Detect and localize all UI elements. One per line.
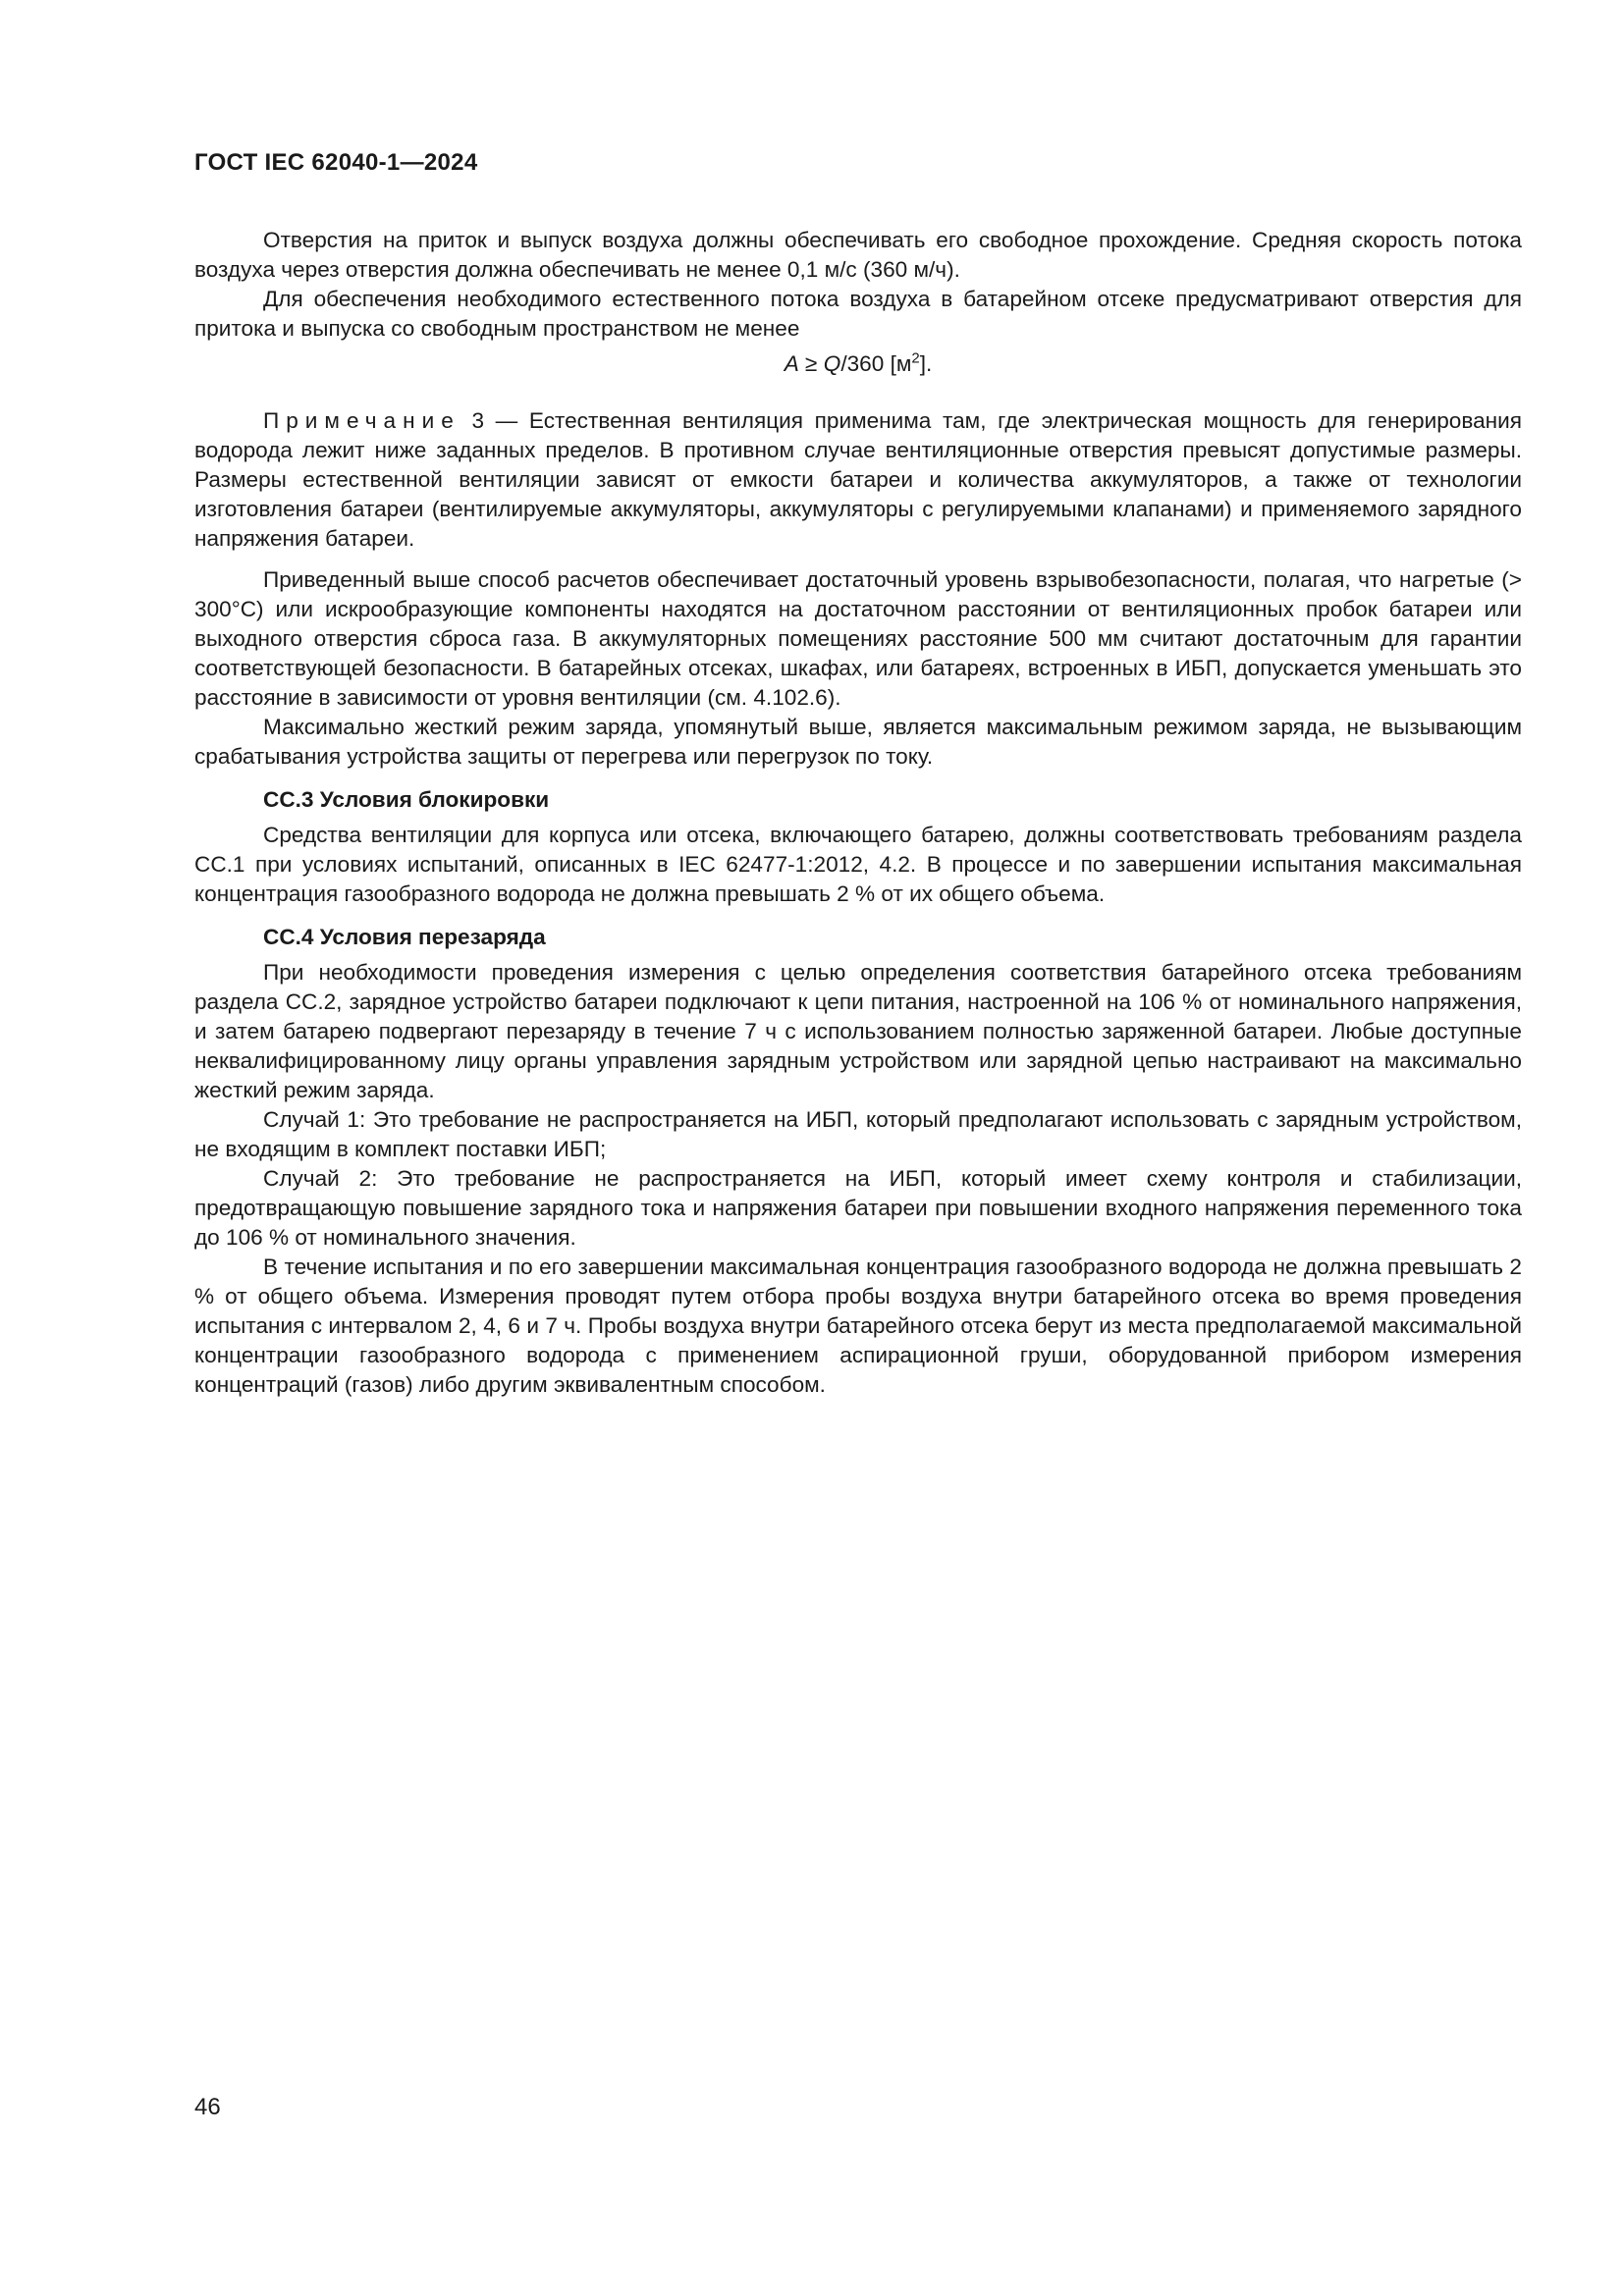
- formula-exponent: 2: [911, 349, 920, 367]
- page-number: 46: [194, 2094, 221, 2120]
- document-body: [194, 226, 1522, 1400]
- paragraph-cc4-case2: Случай 2: Это требование не распространяется на ИБП, который имеет схему контроля и стабилизации, предотвращающую повышение зарядного тока и напряжения батареи при повышении входного напряжения переменного тока до 106 % от номинального значения.: [194, 1166, 1522, 1250]
- formula-a: A: [784, 351, 799, 376]
- note-3: [194, 406, 1522, 554]
- paragraph-cc4-measurement: При необходимости проведения измерения с целью определения соответствия батарейного отсека требованиям раздела СС.2, зарядное устройство батареи подключают к цепи питания, настроенной на 106 % от номинального напряжения, и затем батарею подвергают перезаряду в течение 7 ч с использованием полностью заряженной батареи. Любые доступные неквалифицированному лицу органы управления зарядным устройством или зарядной цепью настраивают на максимально жесткий режим заряда.: [194, 960, 1522, 1102]
- note-label: Примечание: [263, 408, 460, 433]
- section-heading-cc4: СС.4 Условия перезаряда: [263, 925, 546, 949]
- section-heading-cc3: СС.3 Условия блокировки: [263, 787, 550, 812]
- document-header: ГОСТ IEC 62040-1—2024: [194, 149, 478, 176]
- paragraph-charge-mode: Максимально жесткий режим заряда, упомянутый выше, является максимальным режимом заряда, не вызывающим срабатывания устройства защиты от перегрева или перегрузок по току.: [194, 715, 1522, 769]
- area-formula: [194, 349, 1522, 379]
- note-text: — Естественная вентиляция применима там, где электрическая мощность для генерирования водорода лежит ниже заданных пределов. В противном случае вентиляционные отверстия превысят допустимые размеры. Размеры естественной вентиляции зависят от емкости батареи и количества аккумуляторов, а также от технологии изготовления батареи (вентилируемые аккумуляторы, аккумуляторы с регулируемыми клапанами) и применяемого зарядного напряжения батареи.: [194, 408, 1523, 551]
- paragraph-air-openings: Отверстия на приток и выпуск воздуха должны обеспечивать его свободное прохождение. Средняя скорость потока воздуха через отверстия должна обеспечивать не менее 0,1 м/с (360 м/ч).: [194, 228, 1522, 282]
- formula-end: ].: [919, 351, 933, 376]
- paragraph-explosion-safety: Приведенный выше способ расчетов обеспечивает достаточный уровень взрывобезопасности, полагая, что нагретые (> 300°С) или искрообразующие компоненты находятся на достаточном расстоянии от вентиляционных пробок батареи или выходного отверстия сброса газа. В аккумуляторных помещениях расстояние 500 мм считают достаточным для гарантии соответствующей безопасности. В батарейных отсеках, шкафах, или батареях, встроенных в ИБП, допускается уменьшать это расстояние в зависимости от уровня вентиляции (см. 4.102.6).: [194, 567, 1522, 710]
- paragraph-cc3: Средства вентиляции для корпуса или отсека, включающего батарею, должны соответствовать требованиям раздела СС.1 при условиях испытаний, описанных в IEC 62477-1:2012, 4.2. В процессе и по завершении испытания максимальная концентрация газообразного водорода не должна превышать 2 % от их общего объема.: [194, 823, 1522, 906]
- paragraph-cc4-case1: Случай 1: Это требование не распространяется на ИБП, который предполагают использовать с зарядным устройством, не входящим в комплект поставки ИБП;: [194, 1107, 1522, 1161]
- paragraph-natural-flow: Для обеспечения необходимого естественного потока воздуха в батарейном отсеке предусматривают отверстия для притока и выпуска со свободным пространством не менее: [194, 287, 1522, 341]
- formula-rest: /360 [м: [840, 351, 912, 376]
- note-number: 3: [471, 408, 485, 433]
- formula-op: ≥: [798, 351, 824, 376]
- paragraph-cc4-test: В течение испытания и по его завершении максимальная концентрация газообразного водорода не должна превышать 2 % от общего объема. Измерения проводят путем отбора пробы воздуха внутри батарейного отсека во время проведения испытания с интервалом 2, 4, 6 и 7 ч. Пробы воздуха внутри батарейного отсека берут из места предполагаемой максимальной концентрации газообразного водорода с применением аспирационной груши, оборудованной прибором измерения концентраций (газов) либо другим эквивалентным способом.: [194, 1255, 1522, 1397]
- formula-q: Q: [823, 351, 841, 376]
